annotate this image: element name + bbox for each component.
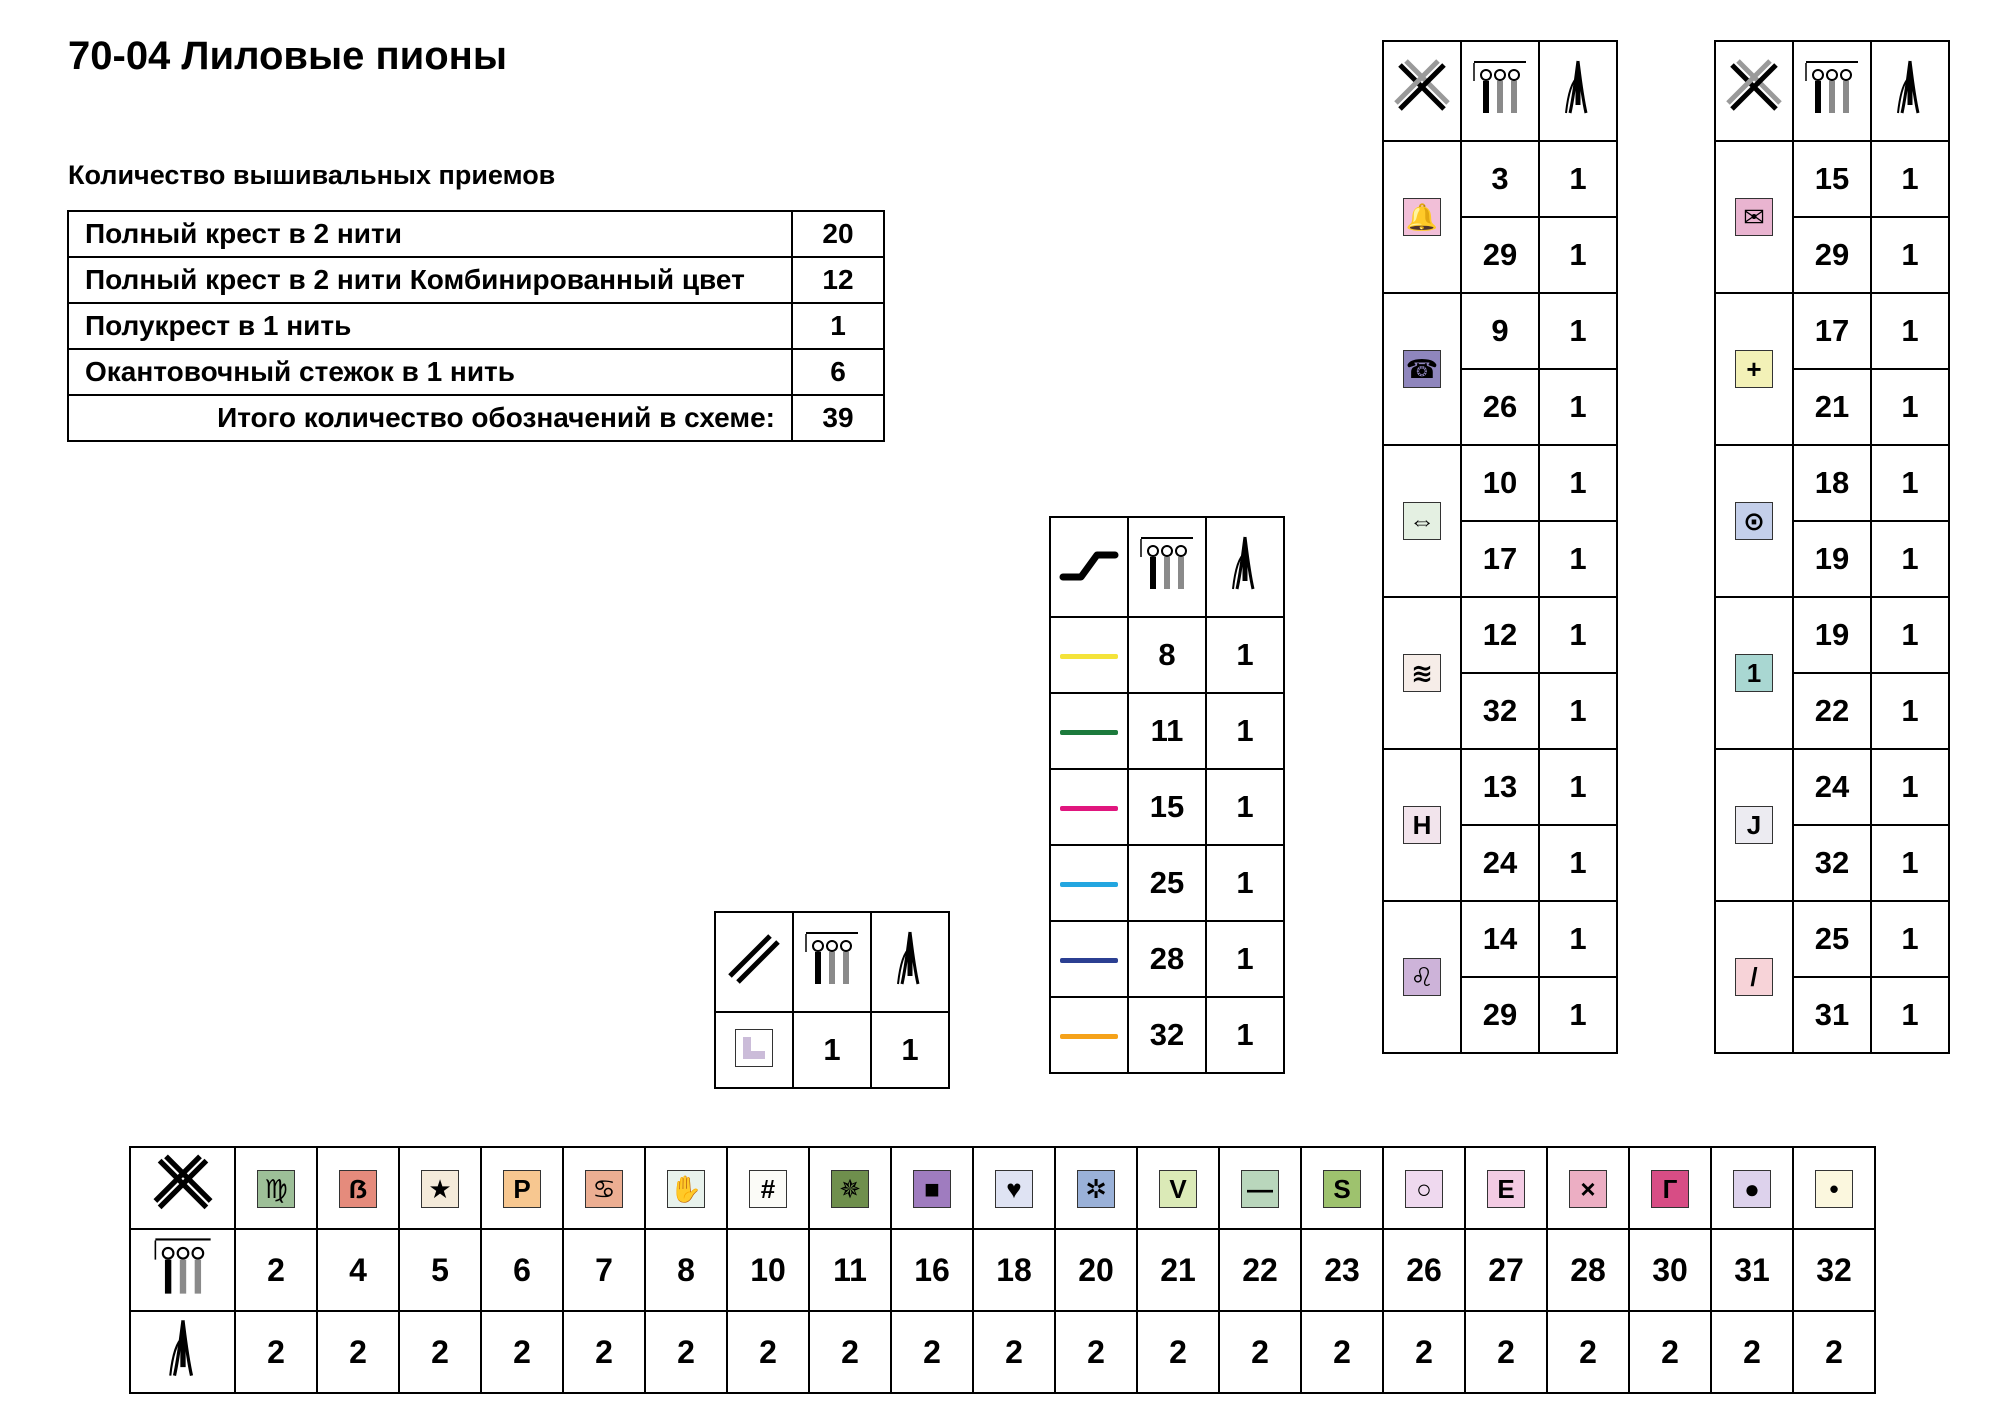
symbol-cell xyxy=(1629,1147,1711,1229)
summary-heading: Количество вышивальных приемов xyxy=(68,160,556,190)
table-row xyxy=(715,1012,949,1088)
needle-header-cell xyxy=(871,912,949,1012)
thread-number: 28 xyxy=(1547,1229,1629,1311)
summary-value: 12 xyxy=(792,257,884,303)
symbol-cell xyxy=(563,1147,645,1229)
symbol-cell xyxy=(1715,901,1793,1053)
strand-count: 1 xyxy=(1871,901,1949,977)
half-cross-table xyxy=(714,911,950,1089)
thread-number: 6 xyxy=(481,1229,563,1311)
summary-total-value: 39 xyxy=(792,395,884,441)
symbol-cell xyxy=(645,1147,727,1229)
summary-row xyxy=(68,303,884,349)
strand-count: 2 xyxy=(1711,1311,1793,1393)
summary-label: Полукрест в 1 нить xyxy=(68,303,792,349)
digit-one-icon: 1 xyxy=(1735,654,1773,692)
combined-color-table-a xyxy=(1382,40,1618,1054)
table-row xyxy=(1050,617,1284,693)
table-row xyxy=(1715,445,1949,521)
thread-number-icon xyxy=(1135,531,1199,595)
thread-number: 15 xyxy=(1793,141,1871,217)
strand-count: 1 xyxy=(1539,597,1617,673)
symbol-cell xyxy=(235,1147,317,1229)
symbol-cell xyxy=(1219,1147,1301,1229)
thread-number: 11 xyxy=(809,1229,891,1311)
symbol-cell xyxy=(1383,1147,1465,1229)
strand-count: 2 xyxy=(1137,1311,1219,1393)
thread-number: 10 xyxy=(727,1229,809,1311)
summary-total-label: Итого количество обозначений в схеме: xyxy=(68,395,792,441)
line-color-cell xyxy=(1050,769,1128,845)
thread-number: 19 xyxy=(1793,521,1871,597)
virgo-icon: ♍ xyxy=(257,1170,295,1208)
strand-count: 1 xyxy=(1206,921,1284,997)
symbol-cell xyxy=(1383,901,1461,1053)
symbol-cell xyxy=(1715,749,1793,901)
strand-count: 2 xyxy=(481,1311,563,1393)
letter-j-icon: J xyxy=(1735,806,1773,844)
strand-count: 2 xyxy=(1465,1311,1547,1393)
summary-label: Полный крест в 2 нити xyxy=(68,211,792,257)
strand-count: 1 xyxy=(1871,141,1949,217)
thread-number: 15 xyxy=(1128,769,1206,845)
strand-count: 2 xyxy=(1547,1311,1629,1393)
line-color-swatch xyxy=(1060,806,1118,811)
summary-row xyxy=(68,349,884,395)
table-row xyxy=(1715,749,1949,825)
letter-e-icon: E xyxy=(1487,1170,1525,1208)
strand-count: 2 xyxy=(563,1311,645,1393)
thread-number: 16 xyxy=(891,1229,973,1311)
line-color-swatch xyxy=(1060,730,1118,735)
thread-header-cell xyxy=(130,1229,235,1311)
thread-number: 29 xyxy=(1793,217,1871,293)
thread-number: 1 xyxy=(793,1012,871,1088)
strand-count: 1 xyxy=(1871,293,1949,369)
strand-count: 1 xyxy=(1871,369,1949,445)
thread-number: 28 xyxy=(1128,921,1206,997)
symbol-cell xyxy=(1383,141,1461,293)
thread-number: 29 xyxy=(1461,217,1539,293)
half-cross-icon xyxy=(722,926,786,990)
thread-number: 5 xyxy=(399,1229,481,1311)
star-icon: ★ xyxy=(421,1170,459,1208)
strand-count: 2 xyxy=(1629,1311,1711,1393)
symbol-cell xyxy=(727,1147,809,1229)
circle-dot-icon: ⊙ xyxy=(1735,502,1773,540)
table-row xyxy=(1050,769,1284,845)
strand-count: 2 xyxy=(809,1311,891,1393)
strand-count: 2 xyxy=(1219,1311,1301,1393)
summary-value: 20 xyxy=(792,211,884,257)
thread-number: 17 xyxy=(1793,293,1871,369)
circle-icon: ○ xyxy=(1405,1170,1443,1208)
line-color-swatch xyxy=(1060,958,1118,963)
strand-count: 1 xyxy=(1539,825,1617,901)
thread-number: 8 xyxy=(1128,617,1206,693)
plus-icon: + xyxy=(1735,350,1773,388)
thread-number: 31 xyxy=(1711,1229,1793,1311)
butterfly-icon: ✲ xyxy=(1077,1170,1115,1208)
thread-number: 32 xyxy=(1461,673,1539,749)
strand-count: 1 xyxy=(1206,693,1284,769)
needle-header-cell xyxy=(1206,517,1284,617)
symbol-cell xyxy=(973,1147,1055,1229)
thread-header-cell xyxy=(793,912,871,1012)
full-cross-table xyxy=(129,1146,1876,1394)
letter-v-icon: V xyxy=(1159,1170,1197,1208)
thread-number: 21 xyxy=(1793,369,1871,445)
strand-count: 2 xyxy=(727,1311,809,1393)
strand-count: 1 xyxy=(1206,617,1284,693)
bell-icon: 🔔 xyxy=(1403,198,1441,236)
strand-count: 2 xyxy=(1055,1311,1137,1393)
table-row xyxy=(1715,293,1949,369)
line-color-cell xyxy=(1050,693,1128,769)
thread-number: 26 xyxy=(1461,369,1539,445)
strand-count: 2 xyxy=(1383,1311,1465,1393)
summary-total-row xyxy=(68,395,884,441)
symbol-cell xyxy=(1547,1147,1629,1229)
thread-number: 12 xyxy=(1461,597,1539,673)
strand-count: 1 xyxy=(1539,901,1617,977)
strand-count: 1 xyxy=(1539,673,1617,749)
thread-number: 32 xyxy=(1128,997,1206,1073)
thread-number: 14 xyxy=(1461,901,1539,977)
strand-count: 1 xyxy=(1539,521,1617,597)
letter-h-icon: H xyxy=(1403,806,1441,844)
strand-count: 2 xyxy=(235,1311,317,1393)
strand-count: 2 xyxy=(645,1311,727,1393)
table-row xyxy=(1383,597,1617,673)
needle-icon xyxy=(1546,55,1610,119)
line-color-cell xyxy=(1050,997,1128,1073)
heart-icon: ♥ xyxy=(995,1170,1033,1208)
small-dot-icon: • xyxy=(1815,1170,1853,1208)
thread-number: 31 xyxy=(1793,977,1871,1053)
strand-count: 1 xyxy=(1539,141,1617,217)
strand-count: 1 xyxy=(1871,217,1949,293)
symbol-cell xyxy=(1715,445,1793,597)
line-color-cell xyxy=(1050,617,1128,693)
symbol-cell xyxy=(1383,597,1461,749)
thread-number: 32 xyxy=(1793,825,1871,901)
thread-header-cell xyxy=(1461,41,1539,141)
strand-count: 1 xyxy=(1871,521,1949,597)
thread-number: 13 xyxy=(1461,749,1539,825)
thread-number: 32 xyxy=(1793,1229,1875,1311)
table-row xyxy=(1050,997,1284,1073)
full-cross-header-cell xyxy=(1715,41,1793,141)
symbol-cell xyxy=(809,1147,891,1229)
summary-table xyxy=(67,210,885,442)
full-cross-header-cell xyxy=(1383,41,1461,141)
thread-number: 24 xyxy=(1793,749,1871,825)
thread-number: 17 xyxy=(1461,521,1539,597)
line-color-swatch xyxy=(1060,654,1118,659)
strand-count: 1 xyxy=(1539,369,1617,445)
needle-header-cell xyxy=(1539,41,1617,141)
symbol-cell xyxy=(1383,293,1461,445)
leo-icon: ♌ xyxy=(1403,958,1441,996)
table-row xyxy=(1383,141,1617,217)
needle-header-cell xyxy=(1871,41,1949,141)
gamma-icon: Г xyxy=(1651,1170,1689,1208)
hand-icon: ✋ xyxy=(667,1170,705,1208)
corner-icon xyxy=(735,1029,773,1067)
thread-number: 24 xyxy=(1461,825,1539,901)
full-cross-icon xyxy=(149,1150,217,1218)
symbol-cell xyxy=(317,1147,399,1229)
thread-number: 4 xyxy=(317,1229,399,1311)
strand-count: 2 xyxy=(1793,1311,1875,1393)
strand-count: 1 xyxy=(1206,845,1284,921)
thread-number: 29 xyxy=(1461,977,1539,1053)
table-row xyxy=(1050,845,1284,921)
thread-header-cell xyxy=(1128,517,1206,617)
thread-header-cell xyxy=(1793,41,1871,141)
symbol-cell xyxy=(399,1147,481,1229)
summary-label: Окантовочный стежок в 1 нить xyxy=(68,349,792,395)
strand-count: 2 xyxy=(1301,1311,1383,1393)
needle-icon xyxy=(878,926,942,990)
symbol-cell xyxy=(891,1147,973,1229)
strand-count: 2 xyxy=(973,1311,1055,1393)
thread-number: 23 xyxy=(1301,1229,1383,1311)
thread-number-icon xyxy=(1468,55,1532,119)
table-row xyxy=(1383,901,1617,977)
combined-cross-icon xyxy=(1722,55,1786,119)
thread-number: 27 xyxy=(1465,1229,1547,1311)
strand-count: 2 xyxy=(317,1311,399,1393)
strand-count: 1 xyxy=(1871,977,1949,1053)
thread-number: 22 xyxy=(1219,1229,1301,1311)
symbol-cell xyxy=(481,1147,563,1229)
table-row xyxy=(1715,901,1949,977)
letter-s-icon: S xyxy=(1323,1170,1361,1208)
cancelled-s-icon: ẞ xyxy=(339,1170,377,1208)
summary-value: 6 xyxy=(792,349,884,395)
thread-number-icon xyxy=(149,1232,217,1300)
letter-p-icon: P xyxy=(503,1170,541,1208)
symbol-cell xyxy=(1383,749,1461,901)
strand-count: 1 xyxy=(1539,445,1617,521)
strand-count: 1 xyxy=(871,1012,949,1088)
thread-number: 30 xyxy=(1629,1229,1711,1311)
thread-number: 2 xyxy=(235,1229,317,1311)
strand-count: 2 xyxy=(891,1311,973,1393)
needle-icon xyxy=(149,1314,217,1382)
summary-row xyxy=(68,211,884,257)
symbol-cell xyxy=(1715,293,1793,445)
table-row xyxy=(1383,749,1617,825)
symbol-cell xyxy=(1055,1147,1137,1229)
line-color-swatch xyxy=(1060,1034,1118,1039)
table-row xyxy=(1383,293,1617,369)
symbol-cell xyxy=(1465,1147,1547,1229)
times-icon: × xyxy=(1569,1170,1607,1208)
thread-number: 3 xyxy=(1461,141,1539,217)
strand-count: 1 xyxy=(1539,977,1617,1053)
phone-icon: ☎ xyxy=(1403,350,1441,388)
symbol-cell xyxy=(715,1012,793,1088)
combined-color-table-b xyxy=(1714,40,1950,1054)
thread-number: 7 xyxy=(563,1229,645,1311)
symbol-cell xyxy=(1137,1147,1219,1229)
slash-icon: / xyxy=(1735,958,1773,996)
thread-number: 11 xyxy=(1128,693,1206,769)
strand-count: 1 xyxy=(1206,997,1284,1073)
strand-count: 1 xyxy=(1871,673,1949,749)
strand-count: 1 xyxy=(1871,749,1949,825)
wheel-icon: ✵ xyxy=(831,1170,869,1208)
square-icon: ■ xyxy=(913,1170,951,1208)
thread-number-icon xyxy=(800,926,864,990)
cancer-icon: ♋ xyxy=(585,1170,623,1208)
thread-number: 25 xyxy=(1793,901,1871,977)
strand-count: 1 xyxy=(1539,293,1617,369)
dash-icon: — xyxy=(1241,1170,1279,1208)
full-cross-header-cell xyxy=(130,1147,235,1229)
needle-icon xyxy=(1878,55,1942,119)
table-row xyxy=(1050,693,1284,769)
thread-number: 19 xyxy=(1793,597,1871,673)
backstitch-header-cell xyxy=(1050,517,1128,617)
symbol-cell xyxy=(1383,445,1461,597)
strand-count: 1 xyxy=(1539,749,1617,825)
half-cross-header-cell xyxy=(715,912,793,1012)
summary-value: 1 xyxy=(792,303,884,349)
symbol-cell xyxy=(1715,597,1793,749)
thread-number: 18 xyxy=(1793,445,1871,521)
table-row xyxy=(1715,597,1949,673)
strand-count: 1 xyxy=(1539,217,1617,293)
thread-number: 21 xyxy=(1137,1229,1219,1311)
strand-count: 1 xyxy=(1206,769,1284,845)
table-row xyxy=(1383,445,1617,521)
aquarius-icon: ≋ xyxy=(1403,654,1441,692)
table-row xyxy=(1715,141,1949,217)
thread-number: 10 xyxy=(1461,445,1539,521)
double-arrow-icon: ⇔ xyxy=(1403,502,1441,540)
symbol-cell xyxy=(1793,1147,1875,1229)
strand-count: 1 xyxy=(1871,445,1949,521)
thread-number: 9 xyxy=(1461,293,1539,369)
backstitch-table xyxy=(1049,516,1285,1074)
line-color-cell xyxy=(1050,921,1128,997)
thread-number: 8 xyxy=(645,1229,727,1311)
thread-number: 25 xyxy=(1128,845,1206,921)
summary-label: Полный крест в 2 нити Комбинированный цвет xyxy=(68,257,792,303)
needle-header-cell xyxy=(130,1311,235,1393)
thread-number: 20 xyxy=(1055,1229,1137,1311)
backstitch-icon xyxy=(1057,531,1121,595)
envelope-icon: ✉ xyxy=(1735,198,1773,236)
thread-number: 18 xyxy=(973,1229,1055,1311)
symbol-cell xyxy=(1711,1147,1793,1229)
strand-count: 1 xyxy=(1871,825,1949,901)
page-title: 70-04 Лиловые пионы xyxy=(68,34,508,78)
line-color-cell xyxy=(1050,845,1128,921)
thread-number-icon xyxy=(1800,55,1864,119)
dot-icon: ● xyxy=(1733,1170,1771,1208)
thread-number: 22 xyxy=(1793,673,1871,749)
strand-count: 1 xyxy=(1871,597,1949,673)
summary-row xyxy=(68,257,884,303)
line-color-swatch xyxy=(1060,882,1118,887)
table-row xyxy=(1050,921,1284,997)
symbol-cell xyxy=(1301,1147,1383,1229)
symbol-cell xyxy=(1715,141,1793,293)
hash-icon: # xyxy=(749,1170,787,1208)
thread-number: 26 xyxy=(1383,1229,1465,1311)
needle-icon xyxy=(1213,531,1277,595)
combined-cross-icon xyxy=(1390,55,1454,119)
strand-count: 2 xyxy=(399,1311,481,1393)
